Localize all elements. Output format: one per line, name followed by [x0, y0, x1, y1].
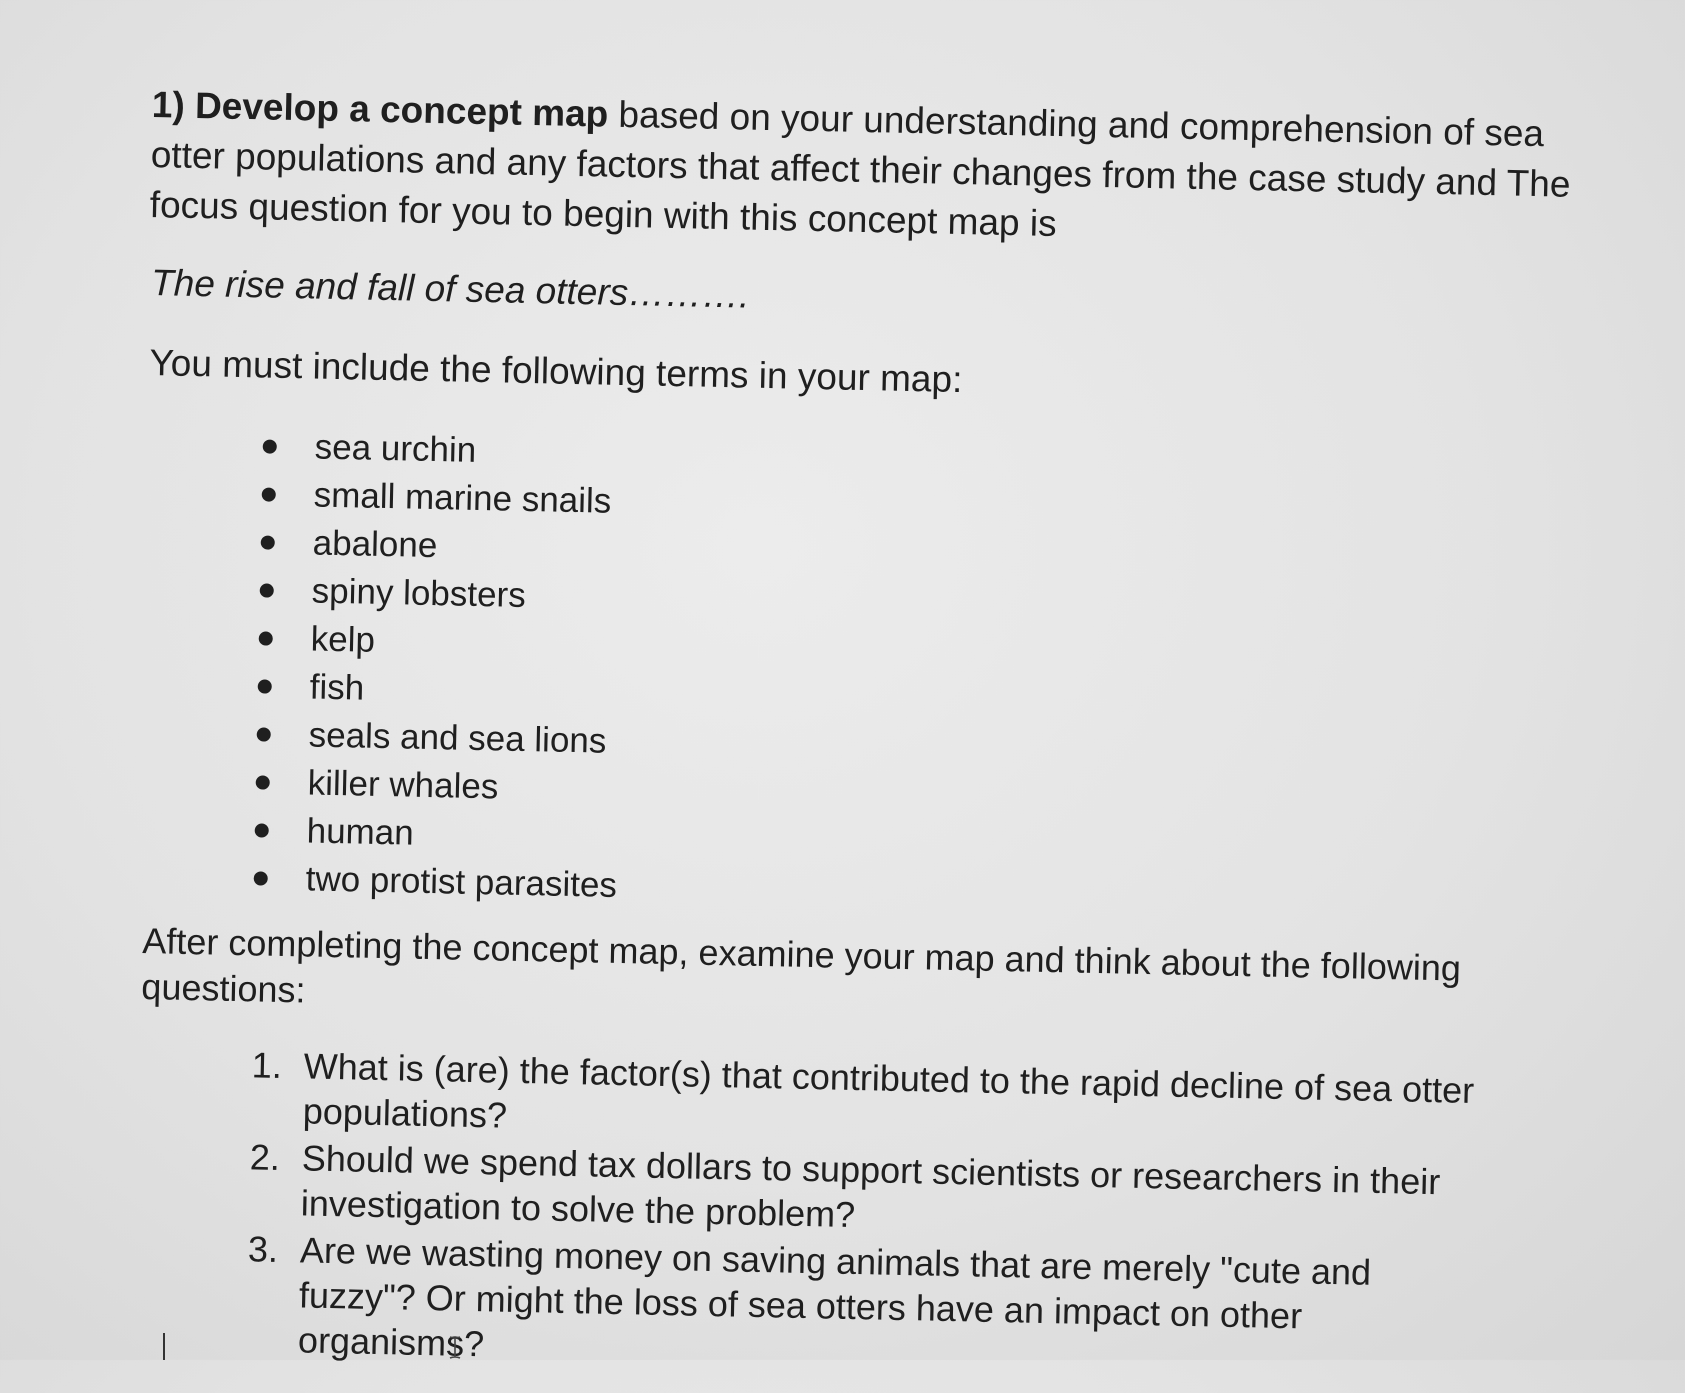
question-text: Are we wasting money on saving animals that are merely "cute and fuzzy"? Or might the loss of sea otters have an impact on other organisms?	[297, 1229, 1372, 1365]
list-item: two protist parasites	[253, 854, 617, 910]
focus-question: The rise and fall of sea otters……….	[150, 262, 750, 316]
bullet-icon	[261, 535, 275, 549]
list-item: spiny lobsters	[259, 566, 623, 622]
intro-number: 1)	[151, 84, 186, 126]
after-paragraph: After completing the concept map, examine your map and think about the following questions:	[141, 920, 1462, 1011]
bullet-icon	[258, 679, 272, 693]
bullet-icon	[255, 823, 269, 837]
terms-list	[253, 422, 626, 910]
intro-paragraph	[149, 80, 1592, 260]
list-item: kelp	[258, 614, 622, 670]
question-number: 2.	[249, 1136, 281, 1178]
list-item: abalone	[260, 518, 624, 574]
bullet-icon	[256, 775, 270, 789]
list-item: small marine snails	[261, 470, 625, 526]
list-item: killer whales	[255, 758, 619, 814]
bullet-icon	[262, 487, 276, 501]
question-number: 1.	[251, 1044, 283, 1086]
list-item: seals and sea lions	[256, 710, 620, 766]
questions-list	[246, 1042, 1492, 1389]
question-number: 3.	[247, 1228, 279, 1270]
must-include-heading: You must include the following terms in your map:	[149, 342, 963, 401]
bullet-icon	[259, 631, 273, 645]
list-item: fish	[257, 662, 621, 718]
bullet-icon	[257, 727, 271, 741]
margin-mark	[163, 1333, 165, 1360]
bullet-icon	[263, 439, 277, 453]
intro-text: based on your understanding and comprehension of sea otter populations and any factors that affect their changes from the case study and The focus question for you to begin with this concept map is	[149, 93, 1571, 245]
text-cursor-icon	[448, 1335, 462, 1360]
list-item: human	[254, 806, 618, 862]
intro-bold-phrase: Develop a concept map	[194, 84, 609, 135]
question-text: What is (are) the factor(s) that contributed to the rapid decline of sea otter populations?	[302, 1045, 1475, 1136]
bullet-icon	[260, 583, 274, 597]
question-text: Should we spend tax dollars to support scientists or researchers in their investigation to solve the problem?	[300, 1137, 1441, 1236]
bullet-icon	[254, 871, 268, 885]
question-item	[246, 1226, 1489, 1387]
list-item: sea urchin	[262, 422, 626, 478]
